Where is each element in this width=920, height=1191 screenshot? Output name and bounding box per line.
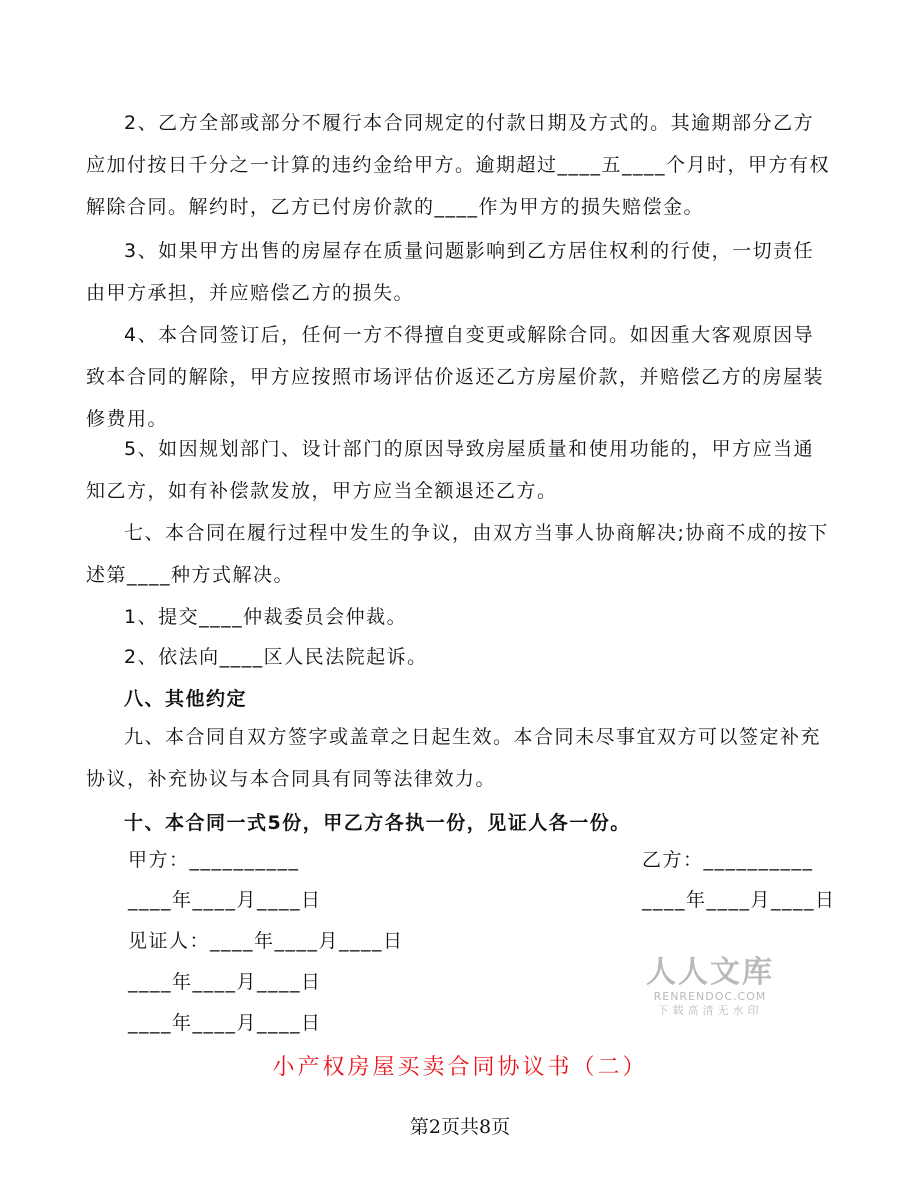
section-7: 七、本合同在履行过程中发生的争议，由双方当事人协商解决;协商不成的按下述第____种方式解决。 [86, 522, 829, 586]
section-9: 九、本合同自双方签字或盖章之日起生效。本合同未尽事宜双方可以签定补充协议，补充协议与本合同具有同等法律效力。 [86, 726, 822, 790]
watermark-logo [640, 956, 780, 1018]
section-8: 八、其他约定 [124, 688, 248, 710]
party-a-date: ____年____月____日 [128, 889, 322, 911]
clause-3: 3、如果甲方出售的房屋存在质量问题影响到乙方居住权利的行使，一切责任由甲方承担，并应赔偿乙方的损失。 [86, 240, 815, 304]
section-7-option-2: 2、依法向____区人民法院起诉。 [124, 646, 428, 668]
party-b-date: ____年____月____日 [642, 889, 836, 911]
witness-date-2: ____年____月____日 [128, 1012, 322, 1034]
party-b-signature: 乙方：__________ [642, 849, 814, 871]
clause-5: 5、如因规划部门、设计部门的原因导致房屋质量和使用功能的，甲方应当通知乙方，如有补偿款发放，甲方应当全额退还乙方。 [86, 438, 815, 502]
watermark-brand: 人人文库 [646, 955, 774, 990]
witness-signature: 见证人：____年____月____日 [128, 930, 404, 952]
watermark-tagline: 下载高清无水印 [657, 1004, 763, 1017]
clause-2: 2、乙方全部或部分不履行本合同规定的付款日期及方式的。其逾期部分乙方应加付按日千分之一计算的违约金给甲方。逾期超过____五____个月时，甲方有权解除合同。解约时，乙方已付房价款的____作为甲方的损失赔偿金。 [86, 112, 831, 218]
next-document-title: 小产权房屋买卖合同协议书（二） [272, 1055, 648, 1080]
page-number: 第2页共8页 [409, 1116, 511, 1138]
section-7-option-1: 1、提交____仲裁委员会仲裁。 [124, 606, 408, 628]
section-10: 十、本合同一式5份，甲乙方各执一份，见证人各一份。 [124, 812, 631, 834]
witness-date-1: ____年____月____日 [128, 971, 322, 993]
watermark-url: RENRENDOC.COM [653, 990, 767, 1003]
party-a-signature: 甲方：__________ [128, 849, 300, 871]
clause-4: 4、本合同签订后，任何一方不得擅自变更或解除合同。如因重大客观原因导致本合同的解除，甲方应按照市场评估价返还乙方房屋价款，并赔偿乙方的房屋装修费用。 [86, 324, 825, 430]
